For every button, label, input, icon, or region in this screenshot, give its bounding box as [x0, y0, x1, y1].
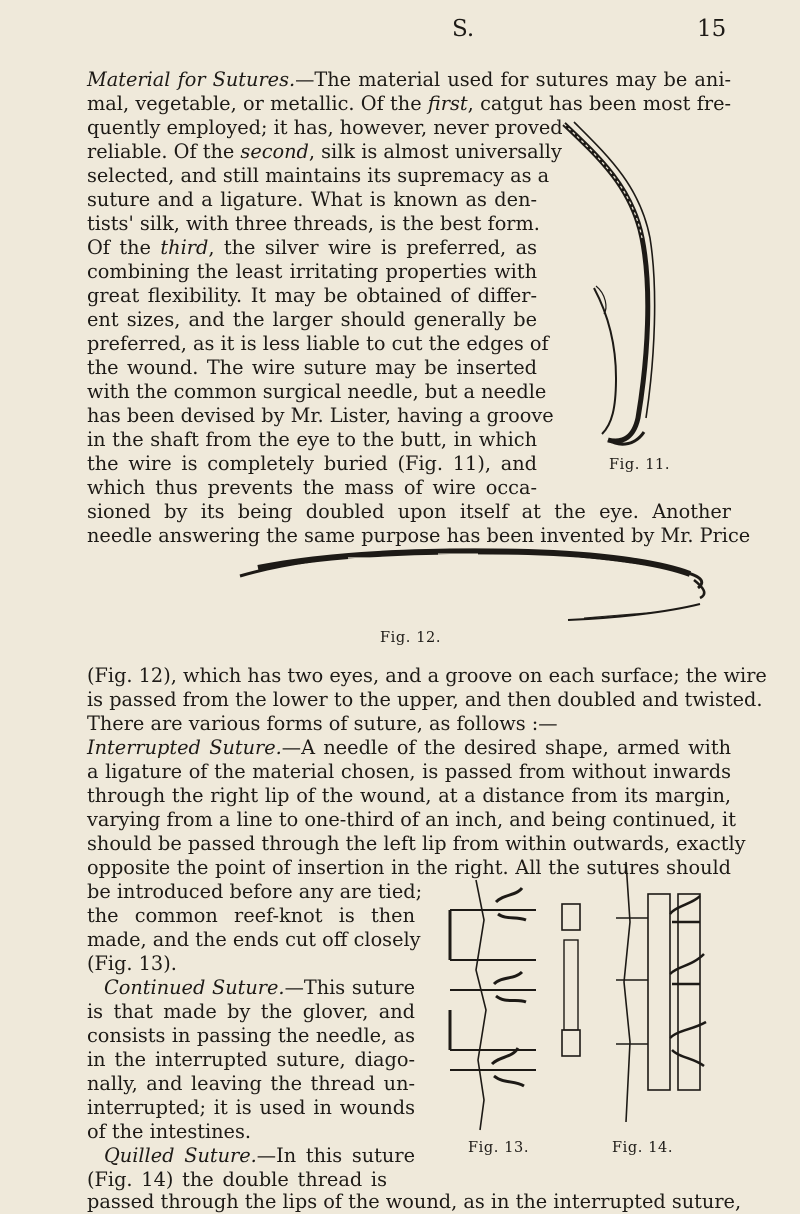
- text-line: should be passed through the left lip from within outwards, exactly: [87, 832, 746, 855]
- text-line: opposite the point of insertion in the right. All the sutures should: [87, 856, 731, 879]
- text-line: mal, vegetable, or metallic. Of the first, catgut has been most fre-: [87, 92, 731, 115]
- text-line: selected, and still maintains its supremacy as a: [87, 164, 550, 187]
- text-line: nally, and leaving the thread un-: [87, 1072, 415, 1095]
- text-line: Quilled Suture.—In this suture: [104, 1144, 415, 1167]
- lister-needle-illustration: [560, 118, 660, 458]
- section-heading-interrupted: Interrupted Suture.: [87, 736, 282, 759]
- text-line: of the intestines.: [87, 1120, 251, 1143]
- text-line: There are various forms of suture, as follows :—: [87, 712, 558, 735]
- text-line: in the interrupted suture, diago-: [87, 1048, 415, 1071]
- text-line: the wire is completely buried (Fig. 11), and: [87, 452, 537, 475]
- text-line: sioned by its being doubled upon itself at the eye. Another: [87, 500, 731, 523]
- interrupted-suture-illustration: [436, 880, 586, 1130]
- text-line: is that made by the glover, and: [87, 1000, 415, 1023]
- text-line: suture and a ligature. What is known as den-: [87, 188, 537, 211]
- section-heading-material: Material for Sutures.: [87, 68, 296, 91]
- section-heading-quilled: Quilled Suture.: [104, 1144, 257, 1167]
- figure-caption-12: Fig. 12.: [380, 630, 442, 646]
- text-line: Of the third, the silver wire is preferred, as: [87, 236, 537, 259]
- text-line: the wound. The wire suture may be inserted: [87, 356, 537, 379]
- text-line: varying from a line to one-third of an inch, and being continued, it: [87, 808, 736, 831]
- text-line: tists' silk, with three threads, is the best form.: [87, 212, 540, 235]
- text-line: which thus prevents the mass of wire occa-: [87, 476, 537, 499]
- text-line: with the common surgical needle, but a needle: [87, 380, 547, 403]
- text-line: in the shaft from the eye to the butt, in which: [87, 428, 537, 451]
- text-line: a ligature of the material chosen, is passed from without inwards: [87, 760, 731, 783]
- text-line: quently employed; it has, however, never proved: [87, 116, 563, 139]
- running-header: [0, 16, 800, 46]
- text-line: (Fig. 14) the double thread is: [87, 1168, 387, 1191]
- page-number: 15: [697, 16, 727, 42]
- running-head: S.: [452, 16, 475, 42]
- quilled-suture-illustration: [596, 862, 746, 1122]
- text-line: preferred, as it is less liable to cut the edges of: [87, 332, 549, 355]
- text-line: (Fig. 12), which has two eyes, and a groove on each surface; the wire: [87, 664, 767, 687]
- text-line: reliable. Of the second, silk is almost universally: [87, 140, 562, 163]
- text-line: made, and the ends cut off closely: [87, 928, 421, 951]
- text-line: Material for Sutures.—The material used for sutures may be ani-: [87, 68, 732, 91]
- text-line: interrupted; it is used in wounds: [87, 1096, 415, 1119]
- text-line: through the right lip of the wound, at a distance from its margin,: [87, 784, 731, 807]
- text-line: great flexibility. It may be obtained of differ-: [87, 284, 537, 307]
- figure-caption-13: Fig. 13.: [468, 1140, 530, 1156]
- text-line: consists in passing the needle, as: [87, 1024, 415, 1047]
- text-line: ent sizes, and the larger should generally be: [87, 308, 537, 331]
- text-line: has been devised by Mr. Lister, having a groove: [87, 404, 554, 427]
- text-line: (Fig. 13).: [87, 952, 177, 975]
- figure-caption-11: Fig. 11.: [609, 457, 671, 473]
- figure-caption-14: Fig. 14.: [612, 1140, 674, 1156]
- text-line: be introduced before any are tied;: [87, 880, 423, 903]
- text-line: passed through the lips of the wound, as in the interrupted suture,: [87, 1190, 742, 1213]
- price-needle-illustration: [238, 546, 718, 622]
- text-line: the common reef-knot is then: [87, 904, 415, 927]
- text-line: needle answering the same purpose has been invented by Mr. Price: [87, 524, 751, 547]
- text-line: Continued Suture.—This suture: [104, 976, 416, 999]
- section-heading-continued: Continued Suture.: [104, 976, 285, 999]
- text-line: Interrupted Suture.—A needle of the desired shape, armed with: [87, 736, 731, 759]
- text-line: combining the least irritating properties with: [87, 260, 537, 283]
- text-line: is passed from the lower to the upper, and then doubled and twisted.: [87, 688, 763, 711]
